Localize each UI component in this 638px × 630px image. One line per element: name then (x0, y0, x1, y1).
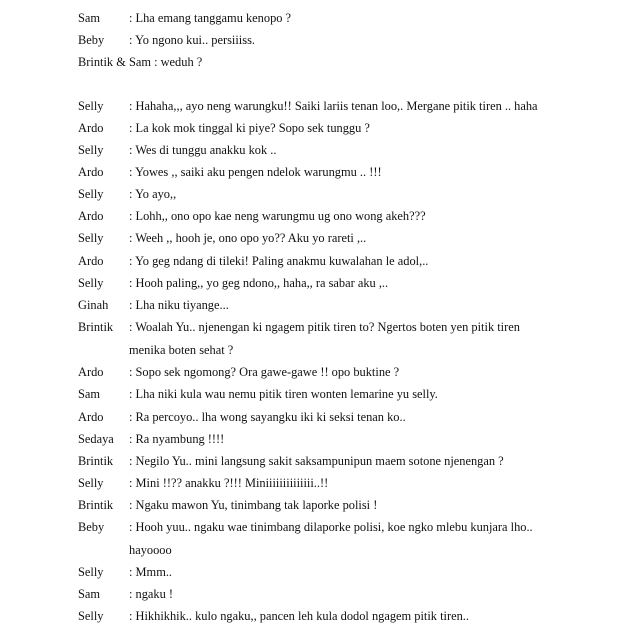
speaker-name: Ardo (78, 165, 104, 179)
dialogue-line (78, 163, 598, 181)
speaker-name: Ardo (78, 254, 104, 268)
dialogue-line (78, 141, 598, 159)
dialogue-text: : Yo ayo,, (129, 187, 177, 201)
dialogue-line (78, 252, 598, 270)
dialogue-text: : Sopo sek ngomong? Ora gawe-gawe !! opo buktine ? (129, 365, 400, 379)
dialogue-line (78, 363, 598, 381)
dialogue-line (78, 119, 598, 137)
dialogue-text: : Lha niku tiyange... (129, 298, 229, 312)
speaker-name: Selly (78, 99, 104, 113)
speaker-name: Sam (78, 587, 101, 601)
dialogue-line (78, 452, 598, 470)
dialogue-text: : Hooh paling,, yo geg ndono,, haha,, ra sabar aku ,.. (129, 276, 389, 290)
speaker-name: Selly (78, 231, 104, 245)
dialogue-text: : Negilo Yu.. mini langsung sakit saksampunipun maem sotone njenengan ? (129, 454, 504, 468)
dialogue-text: : Yowes ,, saiki aku pengen ndelok warungmu .. !!! (129, 165, 382, 179)
dialogue-line (78, 53, 598, 71)
speaker-name: Brintik (78, 320, 114, 334)
speaker-name: Sam (78, 11, 101, 25)
speaker-name: Sedaya (78, 432, 114, 446)
dialogue-line (78, 318, 598, 336)
speaker-name: Selly (78, 565, 104, 579)
speaker-name: Beby (78, 33, 105, 47)
speaker-name: Brintik (78, 454, 114, 468)
dialogue-line (78, 97, 598, 115)
dialogue-text: : Yo geg ndang di tileki! Paling anakmu kuwalahan le adol,.. (129, 254, 429, 268)
dialogue-text: : ngaku ! (129, 587, 174, 601)
dialogue-line (78, 31, 598, 49)
dialogue-text: : Woalah Yu.. njenengan ki ngagem pitik tiren to? Ngertos boten yen pitik tiren (129, 320, 520, 334)
dialogue-line (78, 274, 598, 292)
dialogue-text: : Ngaku mawon Yu, tinimbang tak laporke polisi ! (129, 498, 378, 512)
speaker-name: Ginah (78, 298, 109, 312)
dialogue-text: : Hahaha,,, ayo neng warungku!! Saiki lariis tenan loo,. Mergane pitik tiren .. haha (129, 99, 538, 113)
speaker-name: Ardo (78, 121, 104, 135)
dialogue-line (78, 496, 598, 514)
dialogue-text: : Ra nyambung !!!! (129, 432, 225, 446)
dialogue-text: Brintik & Sam : weduh ? (78, 55, 203, 69)
dialogue-text: : Hooh yuu.. ngaku wae tinimbang dilaporke polisi, koe ngko mlebu kunjara lho.. (129, 520, 533, 534)
speaker-name: Selly (78, 143, 104, 157)
dialogue-text: : Weeh ,, hooh je, ono opo yo?? Aku yo rareti ,.. (129, 231, 367, 245)
speaker-name: Selly (78, 276, 104, 290)
dialogue-text: : Lha niki kula wau nemu pitik tiren wonten lemarine yu selly. (129, 387, 438, 401)
speaker-name: Selly (78, 187, 104, 201)
dialogue-line (78, 607, 598, 625)
dialogue-line (78, 518, 598, 536)
speaker-name: Selly (78, 609, 104, 623)
dialogue-line (78, 207, 598, 225)
dialogue-text: menika boten sehat ? (129, 343, 234, 357)
speaker-name: Ardo (78, 365, 104, 379)
speaker-name: Beby (78, 520, 105, 534)
dialogue-line (78, 585, 598, 603)
speaker-name: Ardo (78, 410, 104, 424)
dialogue-text: : Hikhikhik.. kulo ngaku,, pancen leh kula dodol ngagem pitik tiren.. (129, 609, 469, 623)
speaker-name: Brintik (78, 498, 114, 512)
speaker-name: Selly (78, 476, 104, 490)
dialogue-text: : Mini !!?? anakku ?!!! Miniiiiiiiiiiiiii..!! (129, 476, 329, 490)
speaker-name: Ardo (78, 209, 104, 223)
dialogue-line (78, 385, 598, 403)
dialogue-continuation-line (78, 541, 598, 559)
dialogue-line (78, 408, 598, 426)
dialogue-line (78, 229, 598, 247)
dialogue-line (78, 430, 598, 448)
dialogue-line (78, 474, 598, 492)
dialogue-text: : Lha emang tanggamu kenopo ? (129, 11, 292, 25)
dialogue-line (78, 563, 598, 581)
dialogue-text: hayoooo (129, 543, 172, 557)
dialogue-line (78, 185, 598, 203)
dialogue-text: : Lohh,, ono opo kae neng warungmu ug ono wong akeh??? (129, 209, 426, 223)
dialogue-line (78, 9, 598, 27)
dialogue-text: : Ra percoyo.. lha wong sayangku iki ki seksi tenan ko.. (129, 410, 406, 424)
dialogue-line (78, 296, 598, 314)
dialogue-continuation-line (78, 341, 598, 359)
dialogue-text: : Mmm.. (129, 565, 173, 579)
dialogue-text: : Wes di tunggu anakku kok .. (129, 143, 277, 157)
dialogue-text: : Yo ngono kui.. persiiiss. (129, 33, 255, 47)
speaker-name: Sam (78, 387, 101, 401)
dialogue-text: : La kok mok tinggal ki piye? Sopo sek tunggu ? (129, 121, 370, 135)
